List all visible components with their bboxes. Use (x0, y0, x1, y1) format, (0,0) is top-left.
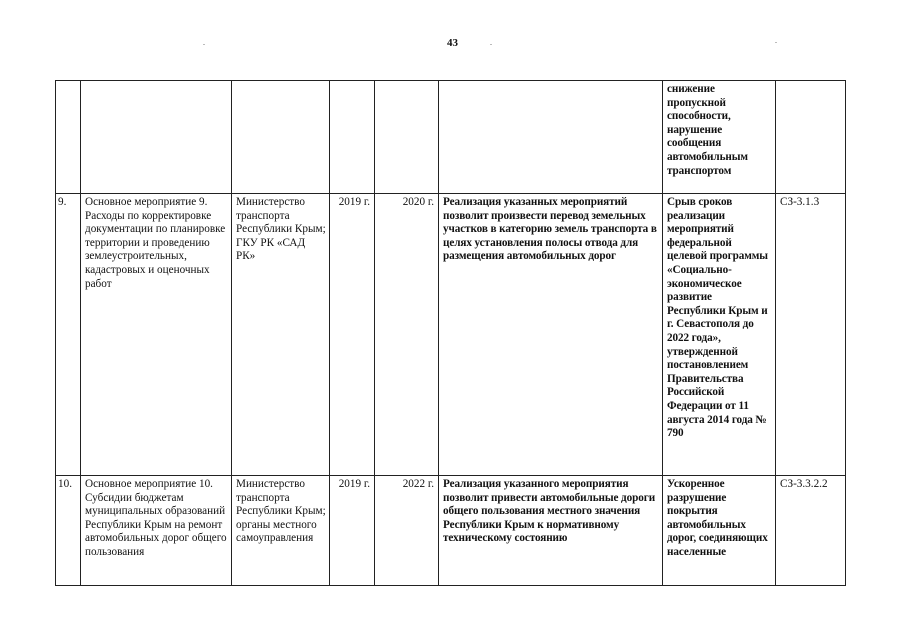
end-year: 2020 г. (402, 196, 434, 208)
row-number: 10. (58, 478, 72, 490)
scan-speck (775, 42, 777, 43)
expected-result: Реализация указанного мероприятия позволит привести автомобильные дороги общего пользования местного значения Республики Крым к нормативному техническому состоянию (443, 478, 656, 545)
start-year-cell (330, 476, 375, 586)
indicator-code-cell (776, 476, 846, 586)
measure-name-cell (81, 81, 232, 194)
expected-result-cell (439, 476, 663, 586)
consequence-cell (663, 476, 776, 586)
row-number-cell (56, 476, 81, 586)
indicator-code-cell (776, 194, 846, 476)
indicator-code-cell (776, 81, 846, 194)
consequence-cell (663, 81, 776, 194)
measure-name: Основное мероприятие 9. Расходы по корректировке документации по планировке территории и проведению землеустроительных, кадастровых и оценочных работ (85, 196, 226, 290)
measures-table (55, 80, 846, 586)
measure-name-cell (81, 194, 232, 476)
scan-speck (490, 44, 492, 45)
expected-result: Реализация указанных мероприятий позволит произвести перевод земельных участков в категорию земель транспорта в целях установления полосы отвода для размещения автомобильных дорог (443, 196, 657, 263)
row-number: 9. (58, 196, 67, 208)
row-number-cell (56, 194, 81, 476)
consequence: Ускоренное разрушение покрытия автомобильных дорог, соединяющих населенные (667, 478, 768, 558)
consequence-cell (663, 194, 776, 476)
executor: Министерство транспорта Республики Крым; ГКУ РК «САД РК» (236, 196, 326, 263)
table-row (56, 476, 846, 586)
measure-name: Основное мероприятие 10. Субсидии бюджетам муниципальных образований Республики Крым на ремонт автомобильных дорог общего пользования (85, 478, 227, 558)
start-year: 2019 г. (338, 196, 370, 208)
executor-cell (232, 194, 330, 476)
expected-result-cell (439, 194, 663, 476)
consequence: снижение пропускной способности, нарушение сообщения автомобильным транспортом (667, 83, 748, 177)
scan-speck (203, 44, 205, 45)
executor: Министерство транспорта Республики Крым; органы местного самоуправления (236, 478, 326, 545)
executor-cell (232, 476, 330, 586)
executor-cell (232, 81, 330, 194)
end-year-cell (375, 81, 439, 194)
row-number-cell (56, 81, 81, 194)
table-row (56, 194, 846, 476)
end-year-cell (375, 194, 439, 476)
measure-name-cell (81, 476, 232, 586)
table-row (56, 81, 846, 194)
page-number: 43 (447, 37, 458, 49)
expected-result-cell (439, 81, 663, 194)
end-year: 2022 г. (402, 478, 434, 490)
start-year-cell (330, 194, 375, 476)
end-year-cell (375, 476, 439, 586)
indicator-code: СЗ-3.1.3 (780, 196, 820, 208)
indicator-code: СЗ-3.3.2.2 (780, 478, 828, 490)
start-year: 2019 г. (338, 478, 370, 490)
start-year-cell (330, 81, 375, 194)
consequence: Срыв сроков реализации мероприятий федеральной целевой программы «Социально-экономическое развитие Республики Крым и г. Севастополя до 2022 года», утвержденной постановлением Правительства Российской Федерации от 11 августа 2014 года № 790 (667, 196, 768, 440)
